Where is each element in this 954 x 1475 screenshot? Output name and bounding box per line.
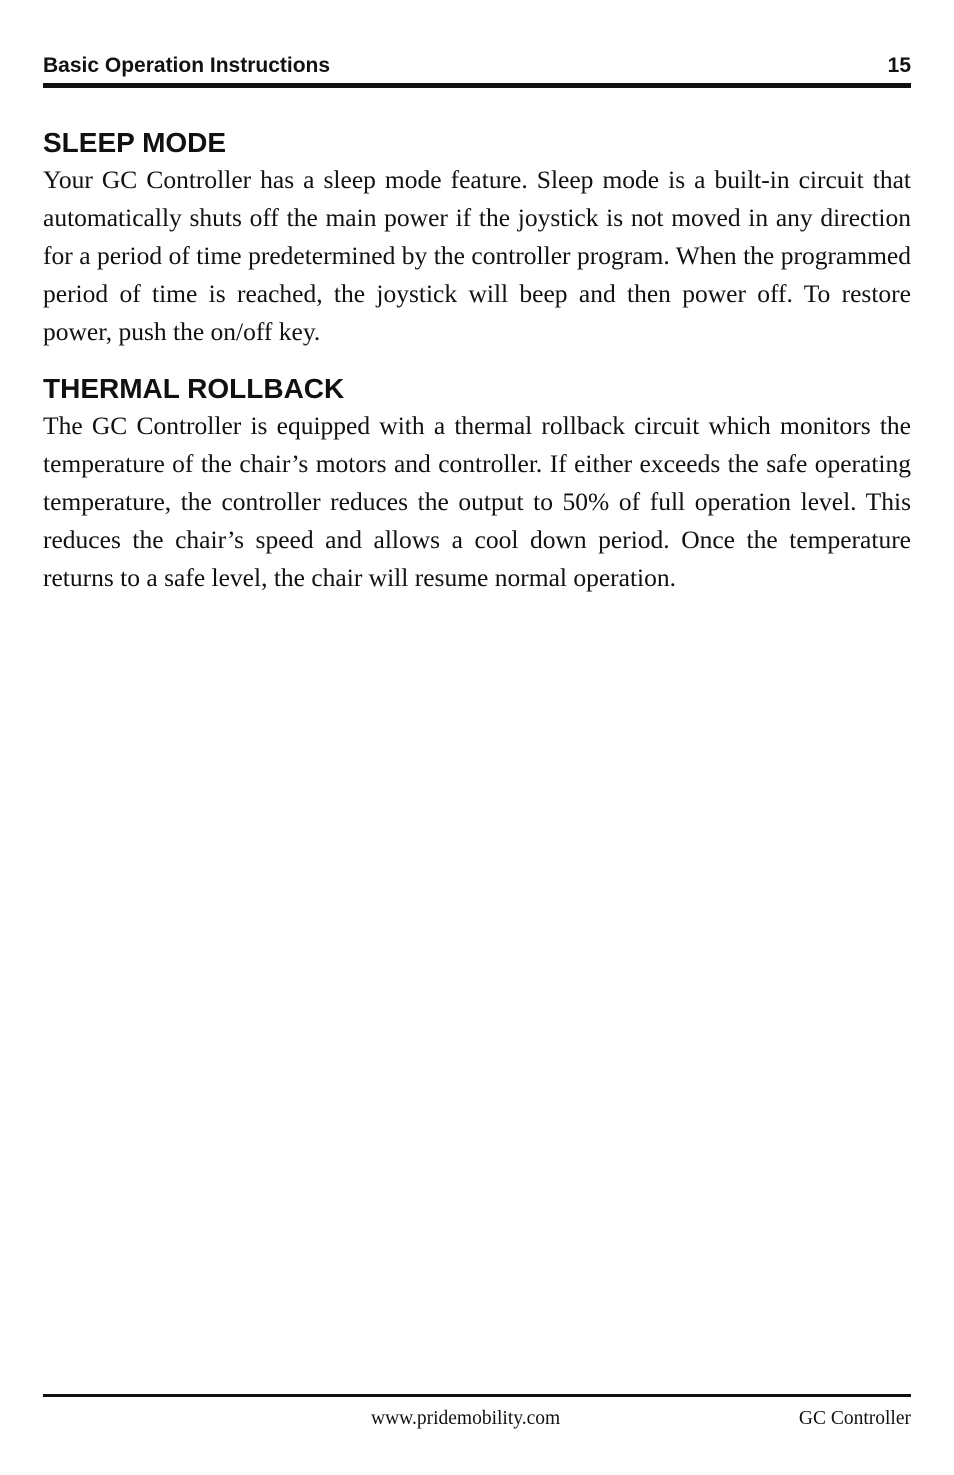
- page-footer: [43, 1394, 911, 1434]
- section-sleep-mode: [43, 125, 911, 351]
- section-heading: THERMAL ROLLBACK: [43, 373, 345, 404]
- section-body: Your GC Controller has a sleep mode feature. Sleep mode is a built-in circuit that automatically shuts off the main power if the joystick is not moved in any direction for a period of time predetermined by the controller program. When the programmed period of time is reached, the joystick will beep and then power off. To restore power, push the on/off key.: [43, 165, 911, 346]
- section-body: The GC Controller is equipped with a thermal rollback circuit which monitors the temperature of the chair’s motors and controller. If either exceeds the safe operating temperature, the controller reduces the output to 50% of full operation level. This reduces the chair’s speed and allows a cool down period. Once the temperature returns to a safe level, the chair will resume normal operation.: [43, 411, 911, 592]
- footer-url: www.pridemobility.com: [371, 1408, 561, 1429]
- footer-product: GC Controller: [798, 1408, 911, 1429]
- header-title: Basic Operation Instructions: [43, 54, 331, 77]
- page-header: [43, 50, 911, 88]
- section-heading: SLEEP MODE: [43, 127, 227, 158]
- section-thermal-rollback: [43, 371, 911, 597]
- main-content: [43, 125, 911, 617]
- page-number: 15: [887, 54, 911, 77]
